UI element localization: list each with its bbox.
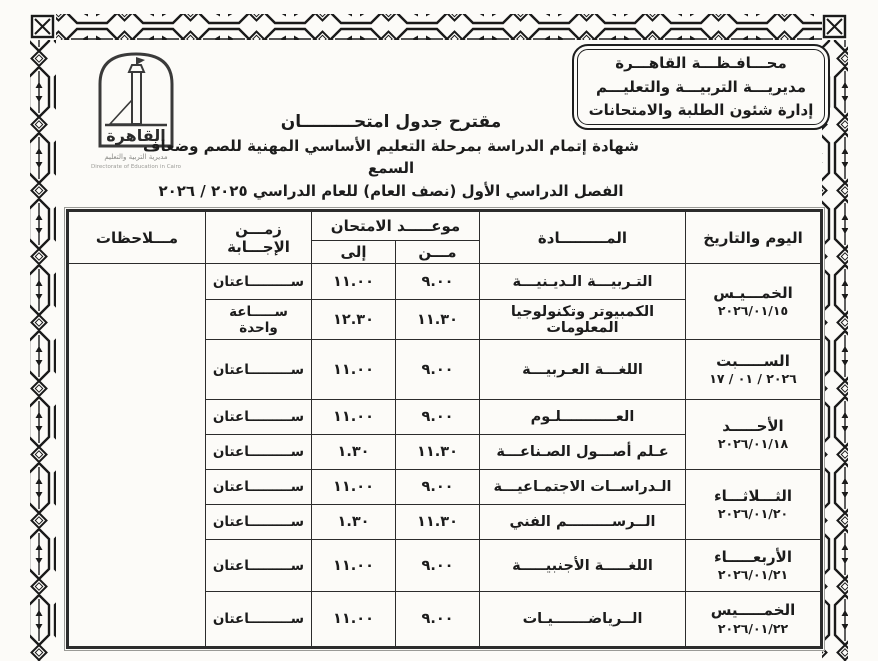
time-from-cell: ٩.٠٠	[396, 592, 480, 648]
document-title: مقترح جدول امتحـــــــــان	[280, 112, 502, 132]
duration-cell: ســـــــــاعتان	[206, 505, 312, 540]
subject-cell: الــرســـــــــم الفني	[480, 505, 686, 540]
day-name: الســـــبت	[716, 351, 790, 370]
exam-schedule-table	[66, 209, 823, 649]
subject-cell: الـدراســات الاجتمـاعيـــة	[480, 470, 686, 505]
day-date: ٢٠٢٦/٠١/١٨	[717, 436, 789, 452]
time-to-cell: ١١.٠٠	[312, 592, 396, 648]
time-from-cell: ٩.٠٠	[396, 400, 480, 435]
header-day-date: اليوم والتاريخ	[686, 211, 822, 264]
subject-cell: الكمبيوتر وتكنولوجيا المعلومات	[480, 300, 686, 340]
day-name: الأربعـــــاء	[714, 547, 792, 566]
day-name: الثـــلاثـــاء	[714, 486, 792, 505]
header-subject: المـــــــــادة	[480, 211, 686, 264]
logo-name: القاهرة	[106, 126, 166, 145]
duration-cell: ســـــــــاعتان	[206, 470, 312, 505]
logo-caption-en: Directorate of Education in Cairo	[91, 164, 181, 170]
subject-cell: التـربيـــة الـديـنيـــة	[480, 264, 686, 300]
time-to-cell: ١.٣٠	[312, 435, 396, 470]
day-cell-tuesday-20	[686, 470, 822, 540]
day-date: ٢٠٢٦/٠١/١٥	[717, 303, 789, 319]
time-from-cell: ١١.٣٠	[396, 505, 480, 540]
day-date: ٢٠٢٦/٠١/٢١	[717, 567, 789, 583]
duration-cell: ســـــــــاعتان	[206, 540, 312, 592]
day-name: الخمـــيـس	[713, 283, 793, 302]
title-block	[126, 110, 656, 202]
header-to: إلى	[312, 241, 396, 264]
day-date: ٢٠٢٦/٠١/٢٠	[717, 506, 789, 522]
day-cell-saturday-17	[686, 340, 822, 400]
subject-cell: عـلم أصـــول الصـناعـــة	[480, 435, 686, 470]
time-to-cell: ١١.٠٠	[312, 340, 396, 400]
duration-cell: ســـــــــاعتان	[206, 435, 312, 470]
header-notes: مـــلاحظات	[68, 211, 206, 264]
time-from-cell: ٩.٠٠	[396, 264, 480, 300]
notes-cell	[68, 264, 206, 648]
day-cell-wednesday-21	[686, 540, 822, 592]
table-row	[68, 264, 822, 300]
letterhead-department: إدارة شئون الطلبة والامتحانات	[588, 101, 814, 120]
header-exam-time: موعـــــد الامتحان	[312, 211, 480, 241]
time-from-cell: ٩.٠٠	[396, 540, 480, 592]
time-from-cell: ٩.٠٠	[396, 470, 480, 505]
day-date: ٢٠٢٦/٠١/٢٢	[717, 620, 789, 636]
time-to-cell: ١٢.٣٠	[312, 300, 396, 340]
document-subtitle: شهادة إتمام الدراسة بمرحلة التعليم الأساسي المهنية للصم وضعاف السمع	[143, 136, 639, 178]
day-cell-thursday-22	[686, 592, 822, 648]
time-to-cell: ١١.٠٠	[312, 540, 396, 592]
subject-cell: اللغـــــة الأجنبيـــــة	[480, 540, 686, 592]
document-term-line: الفصل الدراسي الأول (نصف العام) للعام الدراسي ٢٠٢٥ / ٢٠٢٦	[158, 181, 624, 200]
header-from: مـــن	[396, 241, 480, 264]
day-date: ٢٠٢٦ / ٠١ / ١٧	[709, 371, 797, 387]
time-from-cell: ١١.٣٠	[396, 300, 480, 340]
logo-caption-ar: مديرية التربية والتعليم	[104, 153, 168, 161]
border-corner-top-right	[824, 16, 845, 37]
letterhead-directorate: مديريـــة التربيـــة والتعليـــم	[595, 77, 806, 96]
subject-cell: الــرياضـــــــيـات	[480, 592, 686, 648]
time-from-cell: ١١.٣٠	[396, 435, 480, 470]
time-to-cell: ١١.٠٠	[312, 470, 396, 505]
border-corner-top-left	[32, 16, 53, 37]
letterhead-governorate: محـــافـظـــة القاهـــرة	[615, 54, 787, 73]
header-duration: زمـــن الإجـــابة	[206, 211, 312, 264]
time-to-cell: ١١.٠٠	[312, 264, 396, 300]
time-from-cell: ٩.٠٠	[396, 340, 480, 400]
duration-cell: ســـــاعة واحدة	[206, 300, 312, 340]
day-cell-sunday-18	[686, 400, 822, 470]
day-cell-thursday-15	[686, 264, 822, 340]
day-name: الخمـــــيس	[710, 601, 796, 620]
duration-cell: ســـــــــاعتان	[206, 592, 312, 648]
duration-cell: ســـــــــاعتان	[206, 340, 312, 400]
time-to-cell: ١.٣٠	[312, 505, 396, 540]
duration-cell: ســـــــــاعتان	[206, 264, 312, 300]
subject-cell: اللغـــة العـربيـــة	[480, 340, 686, 400]
duration-cell: ســـــــــاعتان	[206, 400, 312, 435]
day-name: الأحـــــد	[722, 416, 784, 435]
subject-cell: العـــــــــــلـوم	[480, 400, 686, 435]
time-to-cell: ١١.٠٠	[312, 400, 396, 435]
